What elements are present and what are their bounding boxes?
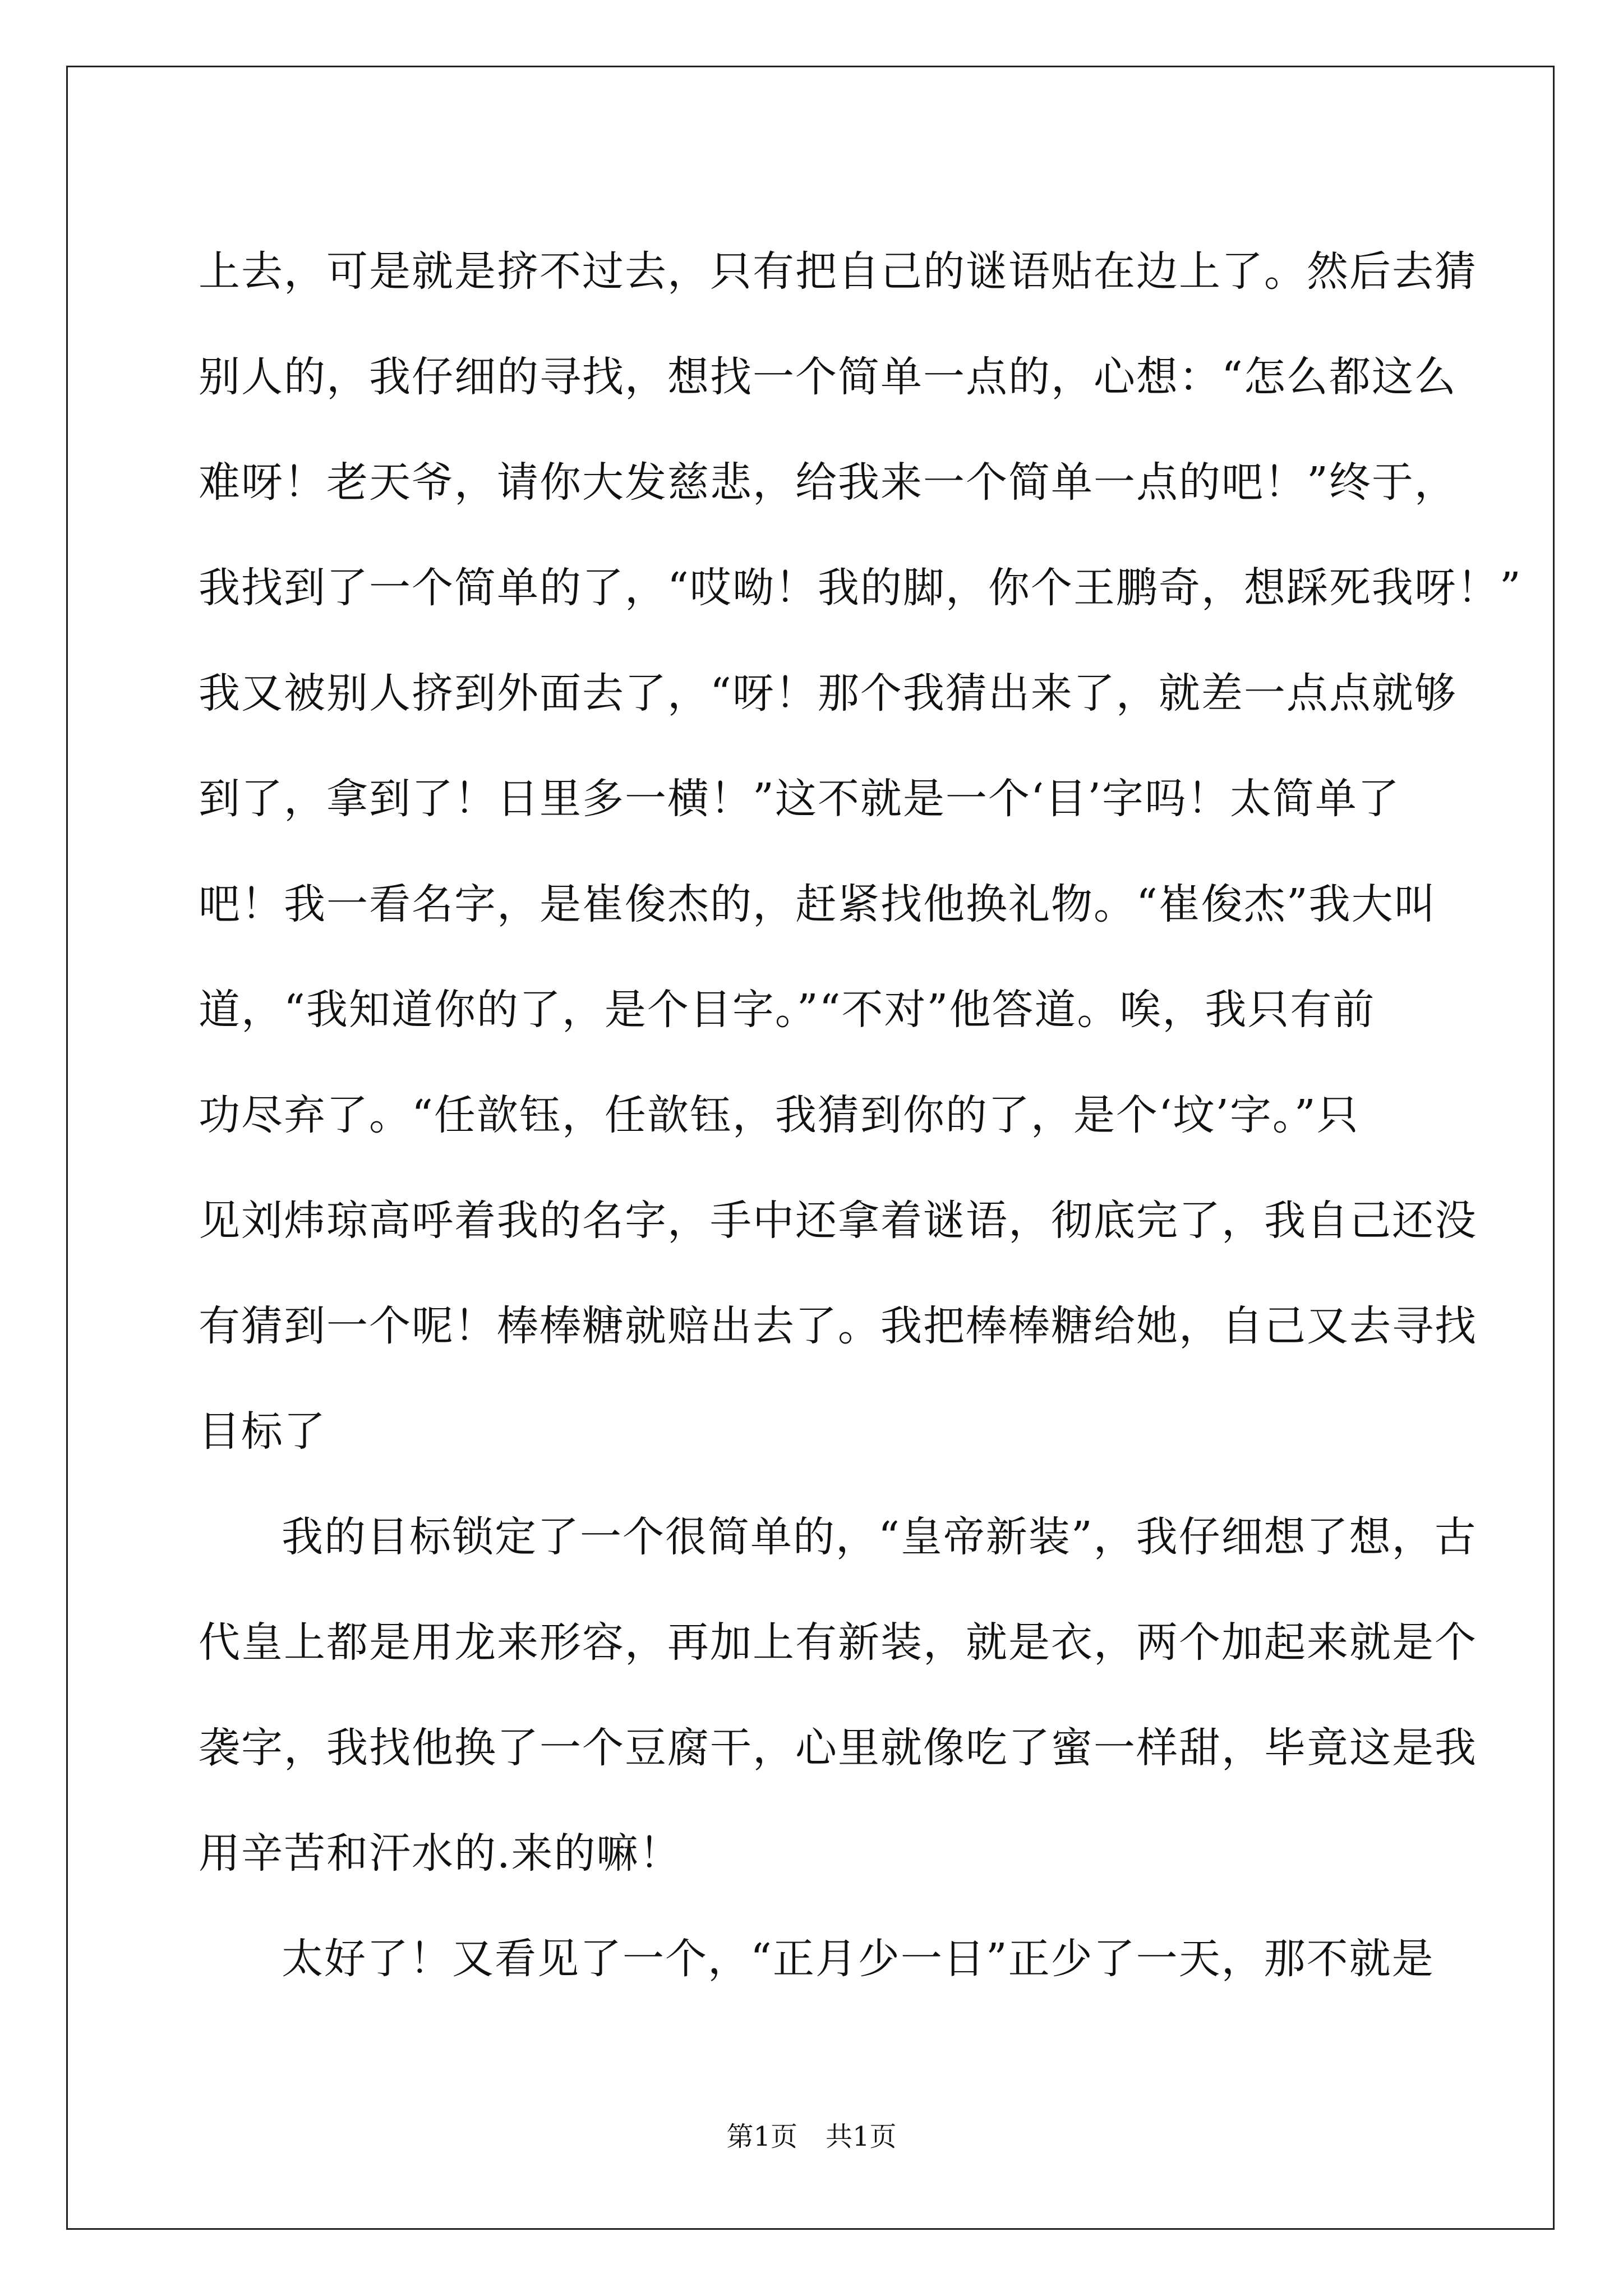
text-line: 难呀！老天爷，请你大发慈悲，给我来一个简单一点的吧！”终于， <box>199 458 1457 507</box>
text-line: 袭字，我找他换了一个豆腐干，心里就像吃了蜜一样甜，毕竟这是我 <box>199 1724 1477 1772</box>
text-line: 太好了！又看见了一个，“正月少一日”正少了一天，那不就是 <box>282 1935 1435 1983</box>
text-line: 有猜到一个呢！棒棒糖就赔出去了。我把棒棒糖给她，自己又去寻找 <box>199 1302 1477 1350</box>
text-line: 目标了 <box>199 1407 326 1456</box>
page-footer <box>0 2115 1623 2154</box>
text-line: 用辛苦和汗水的.来的嘛！ <box>199 1829 682 1878</box>
page-number-label: 第1页 <box>726 2121 797 2152</box>
text-line: 吧！我一看名字，是崔俊杰的，赶紧找他换礼物。“崔俊杰”我大叫 <box>199 880 1437 928</box>
text-line: 到了，拿到了！日里多一横！”这不就是一个‘目’字吗！太简单了 <box>199 775 1400 823</box>
page-total-label: 共1页 <box>826 2121 897 2152</box>
text-line: 我的目标锁定了一个很简单的，“皇帝新装”，我仔细想了想，古 <box>282 1513 1477 1561</box>
text-line: 代皇上都是用龙来形容，再加上有新装，就是衣，两个加起来就是个 <box>199 1618 1477 1667</box>
document-body <box>199 219 1522 2012</box>
text-line: 我找到了一个简单的了，“哎呦！我的脚，你个王鹏奇，想踩死我呀！” <box>199 564 1522 612</box>
text-line: 功尽弃了。“任歆钰，任歆钰，我猜到你的了，是个‘坟’字。”只 <box>199 1091 1359 1139</box>
text-line: 上去，可是就是挤不过去，只有把自己的谜语贴在边上了。然后去猜 <box>199 247 1477 296</box>
text-line: 别人的，我仔细的寻找，想找一个简单一点的，心想：“怎么都这么 <box>199 353 1457 401</box>
text-line: 我又被别人挤到外面去了，“呀！那个我猜出来了，就差一点点就够 <box>199 669 1457 717</box>
text-line: 道，“我知道你的了，是个目字。”“不对”他答道。唉，我只有前 <box>199 986 1376 1034</box>
text-line: 见刘炜琼高呼着我的名字，手中还拿着谜语，彻底完了，我自己还没 <box>199 1197 1477 1245</box>
